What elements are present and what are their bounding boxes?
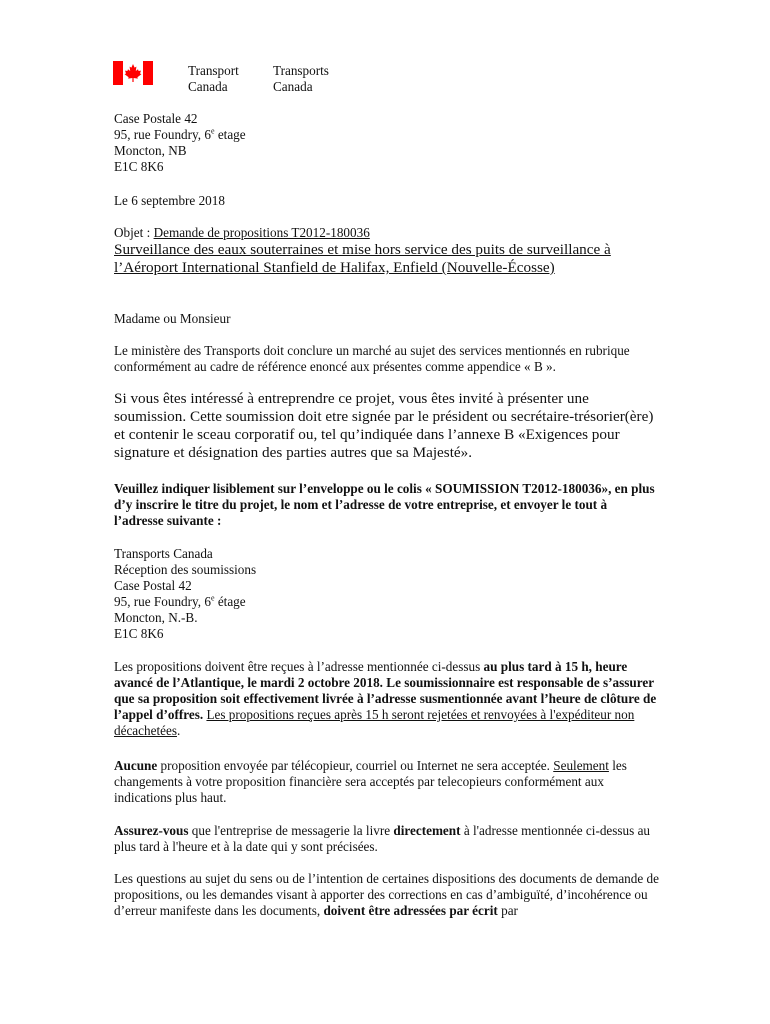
letter-date: Le 6 septembre 2018 — [114, 193, 225, 208]
paragraph-5: Aucune proposition envoyée par télécopieur, courriel ou Internet ne sera acceptée. Seulement les changements à votre proposition financière sera acceptés par telecopieurs conformément aux indications plus haut. — [114, 758, 627, 805]
paragraph-7: Les questions au sujet du sens ou de l’intention de certaines dispositions des documents de demande de propositions, ou les demandes visant à apporter des corrections en cas d’ambiguïté, d’incohérence ou d’erreur manifeste dans les documents, doivent être adressées par écrit par — [114, 871, 659, 918]
sender-address-line1: Case Postale 42 — [114, 111, 198, 126]
dept-fr-line2: Canada — [273, 79, 313, 94]
department-name-english — [188, 63, 239, 95]
submission-address-line6: E1C 8K6 — [114, 626, 164, 641]
subject-title-line1: Surveillance des eaux souterraines et mise hors service des puits de surveillance à — [114, 241, 611, 258]
salutation: Madame ou Monsieur — [114, 311, 231, 326]
canada-flag-icon — [113, 61, 153, 85]
subject-ref-line: Objet : Demande de propositions T2012-180036 — [114, 225, 370, 240]
paragraph-1: Le ministère des Transports doit conclure un marché au sujet des services mentionnés en rubrique conformément au cadre de référence enoncé aux présentes comme appendice « B ». — [114, 343, 630, 374]
sender-address-line2: 95, rue Foundry, 6e etage — [114, 126, 246, 142]
sender-address-line3: Moncton, NB — [114, 143, 187, 158]
department-name-french — [273, 63, 329, 95]
submission-address-line4: 95, rue Foundry, 6e étage — [114, 593, 246, 609]
submission-address-line3: Case Postal 42 — [114, 578, 192, 593]
dept-en-line1: Transport — [188, 63, 239, 78]
paragraph-4: Les propositions doivent être reçues à l’adresse mentionnée ci-dessus au plus tard à 15 h, heure avancé de l’Atlantique, le mardi 2 octobre 2018. Le soumissionnaire est responsable de s’assurer que sa proposition soit effectivement livrée à l’adresse susmentionnée avant l’heure de clôture de l’appel d’offres. Les propositions reçues après 15 h seront rejetées et renvoyées à l'expéditeur non décachetées. — [114, 659, 657, 738]
paragraph-6: Assurez-vous que l'entreprise de messagerie la livre directement à l'adresse mentionnée ci-dessus au plus tard à l'heure et à la date qui y sont précisées. — [114, 823, 651, 854]
paragraph-3: Veuillez indiquer lisiblement sur l’enveloppe ou le colis « SOUMISSION T2012-180036», en plus d’y inscrire le titre du projet, le nom et l’adresse de votre entreprise, et envoyer le tout à l’adresse suivante : — [114, 481, 655, 528]
dept-en-line2: Canada — [188, 79, 228, 94]
dept-fr-line1: Transports — [273, 63, 329, 78]
subject — [114, 225, 659, 277]
submission-address-line2: Réception des soumissions — [114, 562, 257, 577]
paragraph-2: Si vous êtes intéressé à entreprendre ce projet, vous êtes invité à présenter une soumission. Cette soumission doit etre signée par le président ou secrétaire-trésorier(ère) et contenir le sceau corporatif ou, tel qu’indiquée dans l’annexe B «Exigences pour signature et désignation des parties autres que sa Majesté». — [114, 390, 654, 461]
submission-address-line5: Moncton, N.-B. — [114, 610, 198, 625]
submission-address-line1: Transports Canada — [114, 546, 213, 561]
sender-address — [114, 111, 659, 175]
subject-title-line2: l’Aéroport International Stanfield de Halifax, Enfield (Nouvelle-Écosse) — [114, 259, 555, 276]
submission-address — [114, 546, 659, 642]
sender-address-line4: E1C 8K6 — [114, 159, 164, 174]
